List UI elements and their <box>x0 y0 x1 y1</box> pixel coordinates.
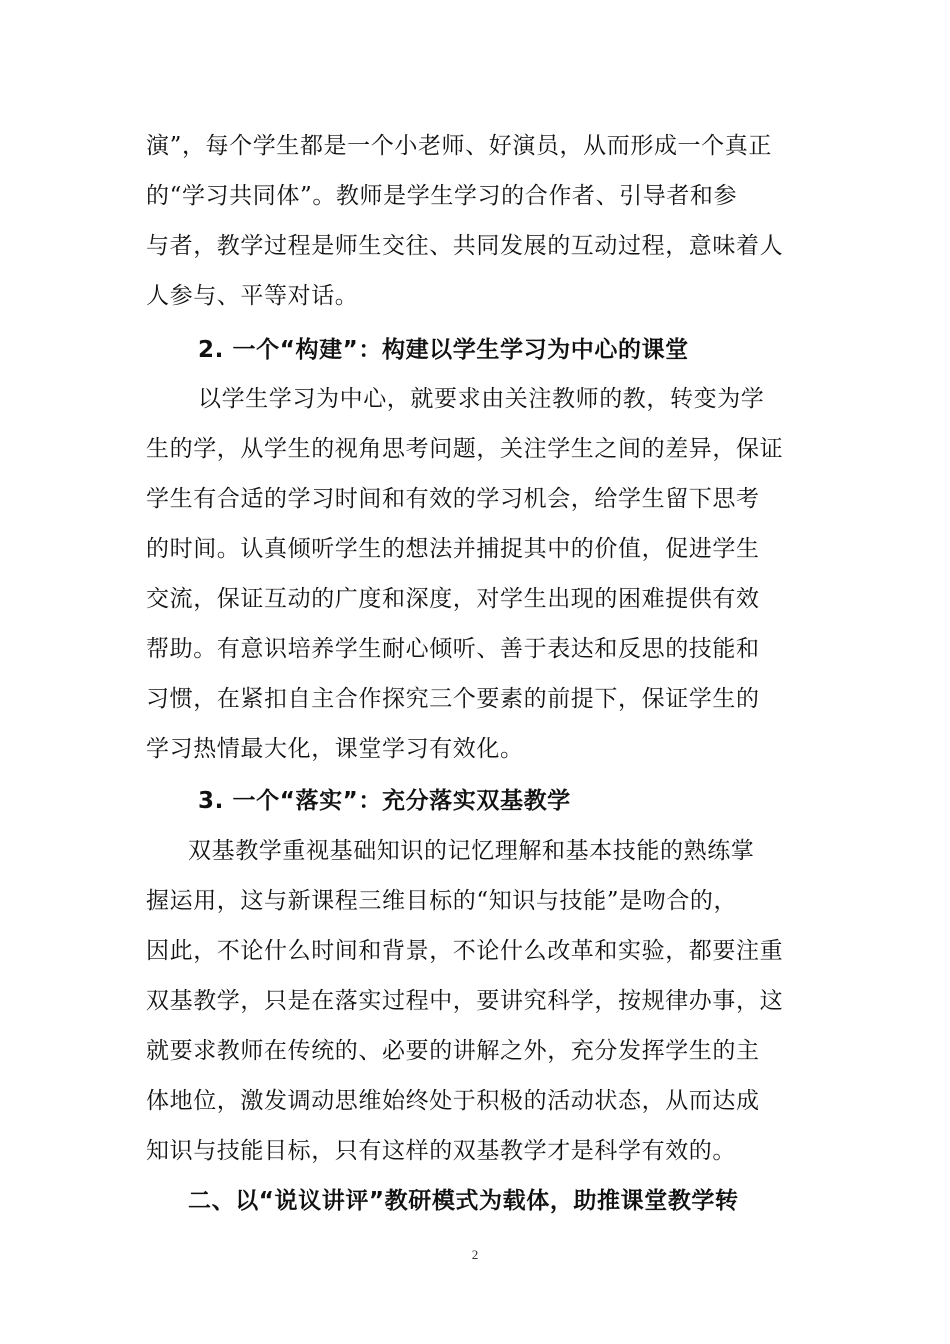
paragraph-3-line-3: 因此，不论什么时间和背景，不论什么改革和实验，都要注重 <box>146 938 784 964</box>
paragraph-3-line-4: 双基教学，只是在落实过程中，要讲究科学，按规律办事，这 <box>146 988 784 1014</box>
section-heading: 二、以“说议讲评”教研模式为载体，助推课堂教学转 <box>188 1188 739 1214</box>
paragraph-1-line-3: 与者，教学过程是师生交往、共同发展的互动过程，意味着人 <box>146 233 784 259</box>
paragraph-2-line-2: 生的学，从学生的视角思考问题，关注学生之间的差异，保证 <box>146 436 784 462</box>
paragraph-1-line-4: 人参与、平等对话。 <box>146 283 359 309</box>
paragraph-2-line-3: 学生有合适的学习时间和有效的学习机会，给学生留下思考 <box>146 486 760 512</box>
subheading-2: 2. 一个“构建”：构建以学生学习为中心的课堂 <box>198 337 689 363</box>
paragraph-3-line-7: 知识与技能目标，只有这样的双基教学才是科学有效的。 <box>146 1138 736 1164</box>
paragraph-2-line-6: 帮助。有意识培养学生耐心倾听、善于表达和反思的技能和 <box>146 636 760 662</box>
paragraph-1-line-2: 的“学习共同体”。教师是学生学习的合作者、引导者和参 <box>146 183 738 209</box>
paragraph-3-line-1: 双基教学重视基础知识的记忆理解和基本技能的熟练掌 <box>188 838 755 864</box>
paragraph-2-line-8: 学习热情最大化，课堂学习有效化。 <box>146 736 524 762</box>
paragraph-2-line-4: 的时间。认真倾听学生的想法并捕捉其中的价值，促进学生 <box>146 536 760 562</box>
page-number: 2 <box>471 1247 479 1262</box>
paragraph-3-line-2: 握运用，这与新课程三维目标的“知识与技能”是吻合的， <box>146 888 738 914</box>
paragraph-2-line-1: 以学生学习为中心，就要求由关注教师的教，转变为学 <box>198 386 765 412</box>
paragraph-1-line-1: 演”，每个学生都是一个小老师、好演员，从而形成一个真正 <box>146 133 772 159</box>
paragraph-2-line-5: 交流，保证互动的广度和深度，对学生出现的困难提供有效 <box>146 586 760 612</box>
paragraph-3-line-5: 就要求教师在传统的、必要的讲解之外，充分发挥学生的主 <box>146 1038 760 1064</box>
paragraph-3-line-6: 体地位，激发调动思维始终处于积极的活动状态，从而达成 <box>146 1088 760 1114</box>
paragraph-2-line-7: 习惯，在紧扣自主合作探究三个要素的前提下，保证学生的 <box>146 686 760 712</box>
subheading-3: 3. 一个“落实”：充分落实双基教学 <box>198 788 571 814</box>
